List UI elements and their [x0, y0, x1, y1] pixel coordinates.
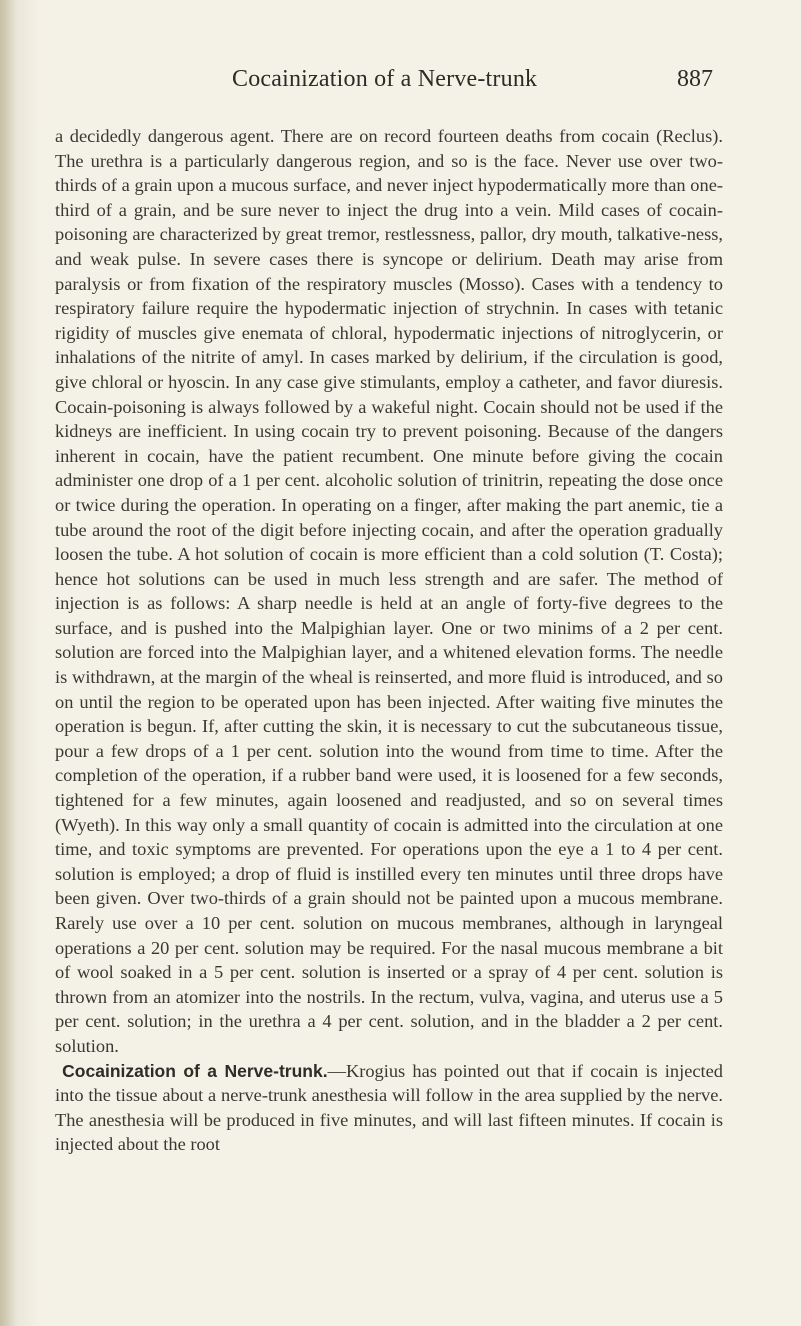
paragraph-nerve-trunk [55, 1059, 723, 1157]
page-number: 887 [677, 66, 713, 92]
running-title: Cocainization of a Nerve-trunk [232, 66, 538, 92]
paragraph-cocain-poisoning: a decidedly dangerous agent. There are on record fourteen deaths from cocain (Reclus). The urethra is a particularly dangerous region, and so is the face. Never use over two-thirds of a grain upon a mucous surface, and never inject hypodermatically more than one-third of a grain, and be sure never to inject the drug into a vein. Mild cases of cocain-poisoning are characterized by great tremor, restlessness, pallor, dry mouth, talkative-ness, and weak pulse. In severe cases there is syncope or delirium. Death may arise from paralysis or from fixation of the respiratory muscles (Mosso). Cases with a tendency to respiratory failure require the hypodermatic injection of strychnin. In cases with tetanic rigidity of muscles give enemata of chloral, hypodermatic injections of nitroglycerin, or inhalations of the nitrite of amyl. In cases marked by delirium, if the circulation is good, give chloral or hyoscin. In any case give stimulants, employ a catheter, and favor diuresis. Cocain-poisoning is always followed by a wakeful night. Cocain should not be used if the kidneys are inefficient. In using cocain try to prevent poisoning. Because of the dangers inherent in cocain, have the patient recumbent. One minute before giving the cocain administer one drop of a 1 per cent. alcoholic solution of trinitrin, repeating the dose once or twice during the operation. In operating on a finger, after making the part anemic, tie a tube around the root of the digit before injecting cocain, and after the operation gradually loosen the tube. A hot solution of cocain is more efficient than a cold solution (T. Costa); hence hot solutions can be used in much less strength and are safer. The method of injection is as follows: A sharp needle is held at an angle of forty-five degrees to the surface, and is pushed into the Malpighian layer. One or two minims of a 2 per cent. solution are forced into the Malpighian layer, and a whitened elevation forms. The needle is withdrawn, at the margin of the wheal is reinserted, and more fluid is introduced, and so on until the region to be operated upon has been injected. After waiting five minutes the operation is begun. If, after cutting the skin, it is necessary to cut the subcutaneous tissue, pour a few drops of a 1 per cent. solution into the wound from time to time. After the completion of the operation, if a rubber band were used, it is loosened for a few seconds, tightened for a few minutes, again loosened and readjusted, and so on several times (Wyeth). In this way only a small quantity of cocain is admitted into the circulation at one time, and toxic symptoms are prevented. For operations upon the eye a 1 to 4 per cent. solution is employed; a drop of fluid is instilled every ten minutes until three drops have been given. Over two-thirds of a grain should not be painted upon a mucous membrane. Rarely use over a 10 per cent. solution on mucous membranes, although in laryngeal operations a 20 per cent. solution may be required. For the nasal mucous membrane a bit of wool soaked in a 5 per cent. solution is inserted or a spray of 4 per cent. solution is thrown from an atomizer into the nostrils. In the rectum, vulva, vagina, and uterus use a 5 per cent. solution; in the urethra a 4 per cent. solution, and in the bladder a 2 per cent. solution. [55, 126, 723, 1056]
body-text [55, 124, 723, 1157]
page-header [0, 66, 801, 100]
binding-gutter-shadow [0, 0, 16, 1326]
section-heading: Cocainization of a Nerve-trunk. [62, 1060, 328, 1081]
paragraph-nerve-trunk-text: —Krogius has pointed out that if cocain is injected into the tissue about a nerve-trunk anesthesia will follow in the area supplied by the nerve. The anesthesia will be produced in five minutes, and will last fifteen minutes. If cocain is injected about the root [55, 1060, 723, 1155]
